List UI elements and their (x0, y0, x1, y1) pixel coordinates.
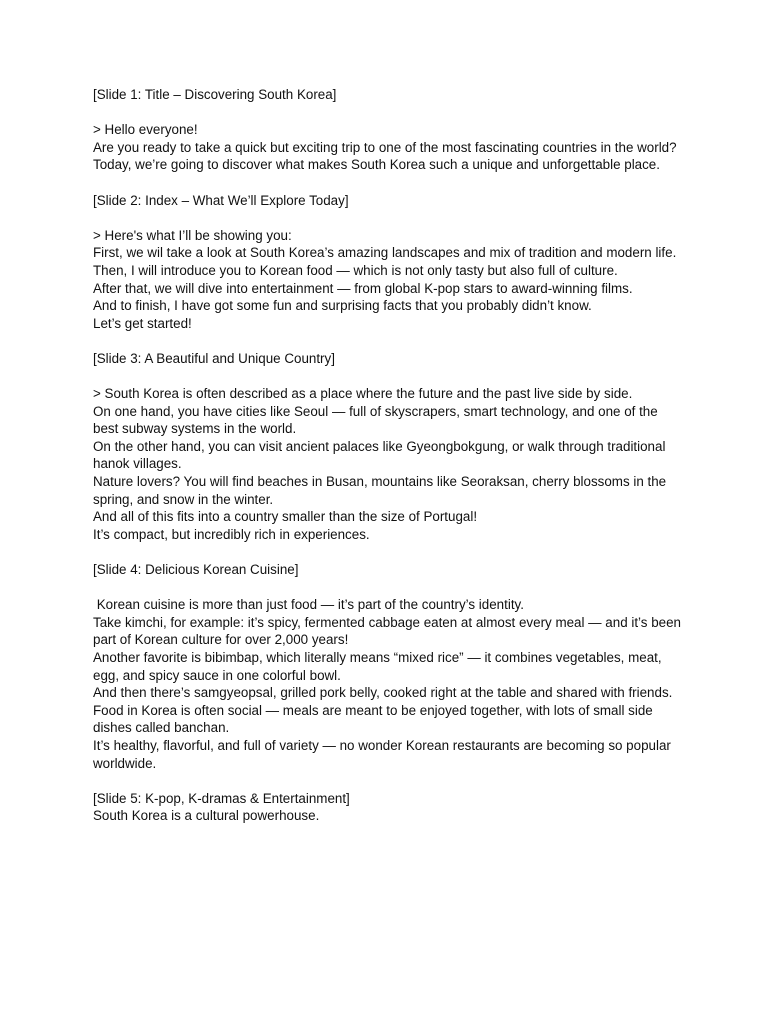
slide-2-line: Then, I will introduce you to Korean food — which is not only tasty but also full of culture. (93, 262, 618, 278)
slide-5-heading: [Slide 5: K-pop, K-dramas & Entertainment] (93, 790, 350, 806)
slide-3-line: On the other hand, you can visit ancient palaces like Gyeongbokgung, or walk through traditional hanok villages. (93, 438, 666, 472)
slide-2-line: Let’s get started! (93, 315, 192, 331)
slide-4-line: Another favorite is bibimbap, which literally means “mixed rice” — it combines vegetables, meat, egg, and spicy sauce in one colorful bowl. (93, 650, 662, 683)
slide-4-body (93, 596, 683, 772)
slide-4-line: Take kimchi, for example: it’s spicy, fermented cabbage eaten at almost every meal — and it’s been part of Korean culture for over 2,000 years! (93, 614, 681, 648)
slide-3-body (93, 385, 683, 543)
slide-2-line: And to finish, I have got some fun and surprising facts that you probably didn’t know. (93, 298, 592, 314)
slide-1-line: > Hello everyone! (93, 122, 198, 138)
slide-1-line: Are you ready to take a quick but exciting trip to one of the most fascinating countries in the world? (93, 139, 677, 155)
slide-2-line: > Here's what I’ll be showing you: (93, 227, 292, 243)
slide-1-heading: [Slide 1: Title – Discovering South Korea] (93, 87, 337, 102)
slide-1-body (93, 121, 683, 174)
slide-3-heading: [Slide 3: A Beautiful and Unique Country] (93, 350, 335, 366)
slide-5-section (93, 790, 683, 825)
slide-2-line: After that, we will dive into entertainment — from global K-pop stars to award-winning films. (93, 280, 633, 296)
slide-4-line: It’s healthy, flavorful, and full of variety — no wonder Korean restaurants are becoming so popular worldwide. (93, 737, 671, 771)
slide-2-body (93, 227, 683, 333)
slide-3-line: On one hand, you have cities like Seoul — full of skyscrapers, smart technology, and one of the best subway systems in the world. (93, 403, 658, 437)
slide-3-line: It’s compact, but incredibly rich in experiences. (93, 526, 370, 542)
slide-4-line: Food in Korea is often social — meals are meant to be enjoyed together, with lots of small side dishes called banchan. (93, 702, 653, 736)
slide-4-line: And then there’s samgyeopsal, grilled pork belly, cooked right at the table and shared with friends. (93, 685, 673, 701)
slide-3-line: > South Korea is often described as a place where the future and the past live side by side. (93, 386, 633, 402)
slide-2-heading: [Slide 2: Index – What We’ll Explore Today] (93, 192, 349, 208)
slide-5-line: South Korea is a cultural powerhouse. (93, 808, 320, 824)
slide-1-line: Today, we’re going to discover what makes South Korea such a unique and unforgettable place. (93, 157, 660, 173)
slide-3-line: Nature lovers? You will find beaches in Busan, mountains like Seoraksan, cherry blossoms in the spring, and snow in the winter. (93, 474, 667, 507)
slide-4-heading: [Slide 4: Delicious Korean Cuisine] (93, 562, 299, 578)
document-page (93, 86, 683, 825)
slide-2-line: First, we wil take a look at South Korea’s amazing landscapes and mix of tradition and modern life. (93, 245, 677, 261)
slide-3-line: And all of this fits into a country smaller than the size of Portugal! (93, 509, 478, 525)
slide-4-line: Korean cuisine is more than just food — it’s part of the country’s identity. (93, 597, 524, 613)
